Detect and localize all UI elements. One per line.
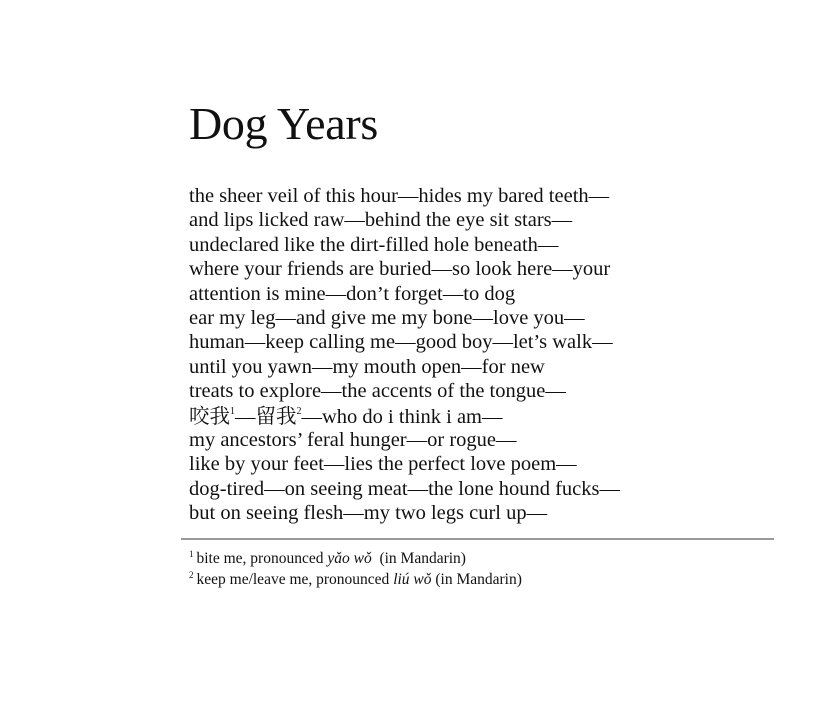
poem-line: treats to explore—the accents of the tongue— (189, 380, 566, 403)
footnote-mark: 1 (189, 549, 194, 559)
poem-line: undeclared like the dirt-filled hole beneath— (189, 233, 559, 256)
poem-line: but on seeing flesh—my two legs curl up— (189, 502, 548, 525)
footnote-divider (181, 538, 774, 540)
poem-line: and lips licked raw—behind the eye sit stars— (189, 209, 573, 232)
poem-line: the sheer veil of this hour—hides my bared teeth— (189, 185, 610, 207)
footnote-ref-1: 1 (230, 405, 235, 417)
poem-line: dog-tired—on seeing meat—the lone hound fucks— (189, 477, 620, 500)
em-dash: — (235, 405, 256, 428)
poem-line: my ancestors’ feral hunger—or rogue— (189, 428, 517, 451)
footnote-text: bite me, pronounced (196, 550, 328, 567)
footnote-romanization: yǎo wǒ (327, 550, 372, 567)
footnote-text: keep me/leave me, pronounced (196, 571, 394, 588)
footnote-2 (189, 570, 522, 591)
mandarin-keep-me: 留我 (255, 403, 297, 428)
poem-line-mandarin (189, 404, 620, 428)
mandarin-bite-me: 咬我 (189, 403, 230, 428)
poem-line: where your friends are buried—so look here—your (189, 258, 611, 281)
footnote-ref-2: 2 (296, 405, 302, 417)
footnote-1 (189, 549, 522, 570)
poem-line: attention is mine—don’t forget—to dog (189, 282, 516, 305)
poem-line: human—keep calling me—good boy—let’s walk— (189, 331, 613, 354)
poem-line: ear my leg—and give me my bone—love you— (189, 306, 585, 329)
poem-line: like by your feet—lies the perfect love poem— (189, 453, 577, 476)
footnote-text: (in Mandarin) (371, 550, 466, 567)
poem-title: Dog Years (189, 98, 378, 149)
footnotes (189, 549, 522, 591)
footnote-mark: 2 (189, 570, 194, 580)
footnote-romanization: liú wǒ (393, 571, 432, 588)
poem-body (189, 184, 620, 525)
poem-line: until you yawn—my mouth open—for new (189, 355, 545, 378)
footnote-text: (in Mandarin) (431, 571, 522, 588)
poem-line-rest: —who do i think i am— (301, 405, 503, 428)
